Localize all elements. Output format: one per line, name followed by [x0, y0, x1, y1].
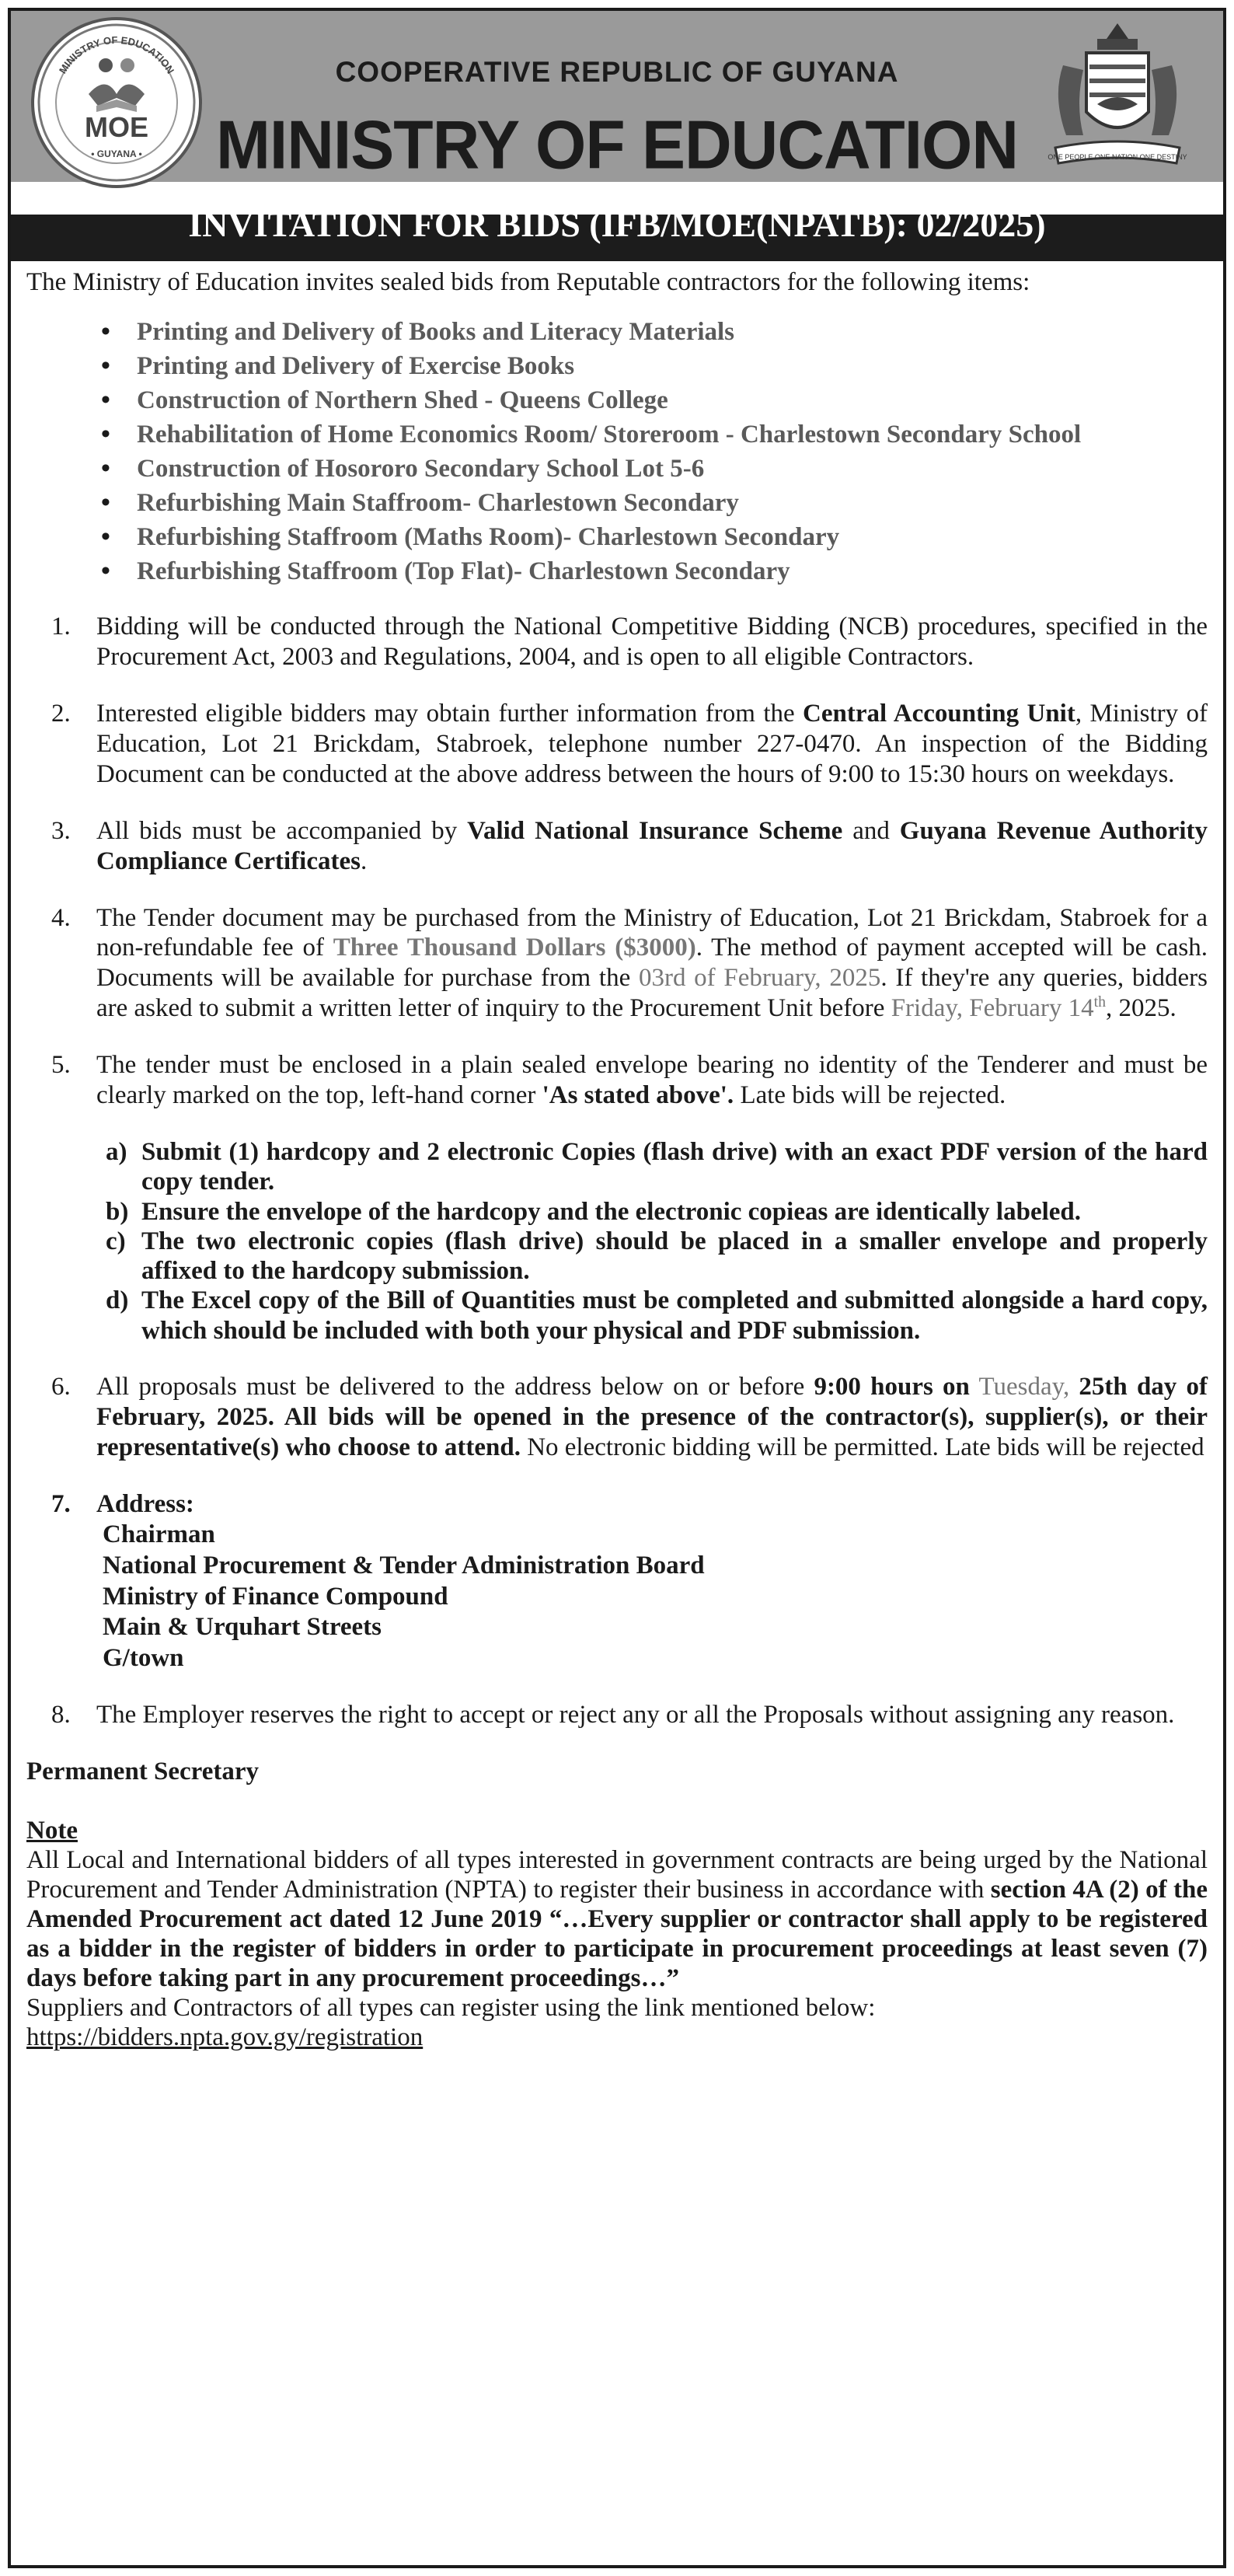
clauses-list — [26, 612, 1208, 1730]
note-body: All Local and International bidders of all types interested in government contracts are being urged by the National Procurement and Tender Administration (NPTA) to register their business in accordance with section 4A (2) of the Amended Procurement act dated 12 June 2019 “…Every supplier or contractor shall apply to be registered as a bidder in the register of bidders in order to participate in procurement proceedings at least seven (7) days before taking part in any procurement proceedings…” — [26, 1846, 1208, 1992]
list-item: • Rehabilitation of Home Economics Room/ Storeroom - Charlestown Secondary School — [101, 417, 1208, 452]
clause-number: 3. — [51, 816, 71, 845]
address-line: Main & Urquhart Streets — [103, 1613, 382, 1642]
clause-text: . The method of payment accepted will be cash. Documents will be available for purchase from the — [96, 934, 1208, 993]
address-line: National Procurement & Tender Administration Board — [103, 1551, 705, 1579]
clause-text: Late bids will be rejected. — [734, 1081, 1006, 1110]
note-register-text: Suppliers and Contractors of all types can register using the link mentioned below: — [26, 1993, 876, 2022]
clause-number: 2. — [51, 699, 71, 728]
list-item: • Printing and Delivery of Books and Literacy Materials — [101, 315, 1208, 349]
ifb-title: INVITATION FOR BIDS (IFB/MOE(NPATB): 02/2025) — [188, 204, 1046, 244]
tender-fee: Three Thousand Dollars ($3000) — [333, 934, 696, 962]
address-lines — [96, 1520, 1208, 1674]
registration-link[interactable]: https://bidders.npta.gov.gy/registration — [26, 2023, 424, 2051]
list-item: • Refurbishing Main Staffroom- Charlestown Secondary — [101, 486, 1208, 520]
clause-text: . If they're any queries, bidders are asked to submit a written letter of inquiry to the Procurement Unit before — [96, 964, 1208, 1023]
clause-5 — [26, 1050, 1208, 1346]
deadline-date: 25th day of February, 2025. All bids will be opened in the presence of the contractor(s), supplier(s), or their representative(s) who choose to attend. — [96, 1372, 1208, 1461]
clause-text: and — [842, 816, 900, 845]
gra-certificate: Guyana Revenue Authority Compliance Certificates — [96, 816, 1208, 875]
address-line: G/town — [103, 1643, 184, 1672]
clause-8 — [26, 1700, 1208, 1730]
clause-text: Interested eligible bidders may obtain further information from the — [96, 699, 803, 728]
svg-text:ONE PEOPLE ONE NATION ONE DEST: ONE PEOPLE ONE NATION ONE DESTINY — [1048, 153, 1187, 161]
svg-text:MOE: MOE — [84, 111, 149, 143]
sub-item: d) The Excel copy of the Bill of Quantities must be completed and submitted alongside a hard copy, which should be included with both your physical and PDF submission. — [106, 1286, 1208, 1345]
clause-text: All bids must be accompanied by — [96, 816, 468, 845]
list-item: • Refurbishing Staffroom (Maths Room)- Charlestown Secondary — [101, 520, 1208, 554]
deadline-weekday: Tuesday, — [969, 1372, 1070, 1401]
clause-text: The tender must be enclosed in a plain sealed envelope bearing no identity of the Tenderer and must be clearly marked on the top, left-hand corner — [96, 1051, 1208, 1110]
guyana-coat-of-arms — [1032, 19, 1203, 171]
availability-date: 03rd of February, 2025 — [638, 964, 881, 993]
address-line: Chairman — [103, 1520, 215, 1549]
list-item: • Printing and Delivery of Exercise Books — [101, 349, 1208, 383]
clause-6 — [26, 1372, 1208, 1463]
procurement-act-quote: section 4A (2) of the Amended Procurement act dated 12 June 2019 “…Every supplier or contractor shall apply to be registered as a bidder in the register of bidders in order to participate in procurement proceedings at least seven (7) days before taking part in any procurement proceedings…” — [26, 1876, 1208, 1992]
clause-number: 6. — [51, 1372, 71, 1401]
svg-text:MINISTRY OF EDUCATION: MINISTRY OF EDUCATION — [56, 33, 177, 76]
central-accounting-unit: Central Accounting Unit — [803, 699, 1075, 728]
sub-item: c) The two electronic copies (flash drive) should be placed in a smaller envelope and properly affixed to the hardcopy submission. — [106, 1227, 1208, 1286]
country-name: COOPERATIVE REPUBLIC OF GUYANA — [335, 56, 899, 88]
sub-item: b) Ensure the envelope of the hardcopy and the electronic copieas are identically labeled. — [106, 1197, 1082, 1226]
inquiry-deadline: Friday, February 14th — [891, 993, 1106, 1023]
as-stated-above: 'As stated above'. — [542, 1081, 734, 1110]
clause-text: , 2025. — [1105, 994, 1176, 1023]
items-list — [26, 315, 1208, 588]
note-section — [26, 1817, 1208, 2053]
clause-text: No electronic bidding will be permitted. Late bids will be rejected — [520, 1433, 1204, 1461]
clause-text: , Ministry of Education, Lot 21 Brickdam, Stabroek, telephone number 227-0470. An inspection of the Bidding Document can be conducted at the above address between the hours of 9:00 to 15:30 hours on weekdays. — [96, 699, 1208, 788]
clause-text: . — [360, 846, 368, 875]
note-title: Note — [26, 1817, 78, 1845]
ministry-name: MINISTRY OF EDUCATION — [215, 106, 1019, 183]
list-item: • Refurbishing Staffroom (Top Flat)- Charlestown Secondary — [101, 554, 1208, 588]
clause-number: 4. — [51, 903, 71, 932]
clause-text: All proposals must be delivered to the address below on or before — [96, 1372, 814, 1401]
clause-number: 1. — [51, 612, 71, 641]
nis-certificate: Valid National Insurance Scheme — [467, 816, 843, 845]
notice-body — [26, 267, 1208, 2053]
address-line: Ministry of Finance Compound — [103, 1582, 448, 1611]
svg-text:• GUYANA •: • GUYANA • — [91, 148, 142, 159]
clause-1 — [26, 612, 1208, 672]
sub-item: a) Submit (1) hardcopy and 2 electronic Copies (flash drive) with an exact PDF version of the hard copy tender. — [106, 1138, 1208, 1196]
deadline-time: 9:00 hours on — [814, 1372, 970, 1401]
address-label: Address: — [96, 1489, 194, 1518]
signature: Permanent Secretary — [26, 1757, 260, 1786]
clause-2 — [26, 699, 1208, 790]
clause-7-address — [26, 1489, 1208, 1674]
list-item: • Construction of Hosororo Secondary School Lot 5-6 — [101, 452, 1208, 486]
list-item: • Construction of Northern Shed - Queens College — [101, 383, 1208, 417]
clause-number: 8. — [51, 1701, 71, 1730]
clause-number: 7. — [51, 1489, 71, 1518]
submission-requirements — [96, 1137, 1208, 1346]
clause-text: The Tender document may be purchased from the Ministry of Education, Lot 21 Brickdam, Stabroek for a non-refundable fee of — [96, 903, 1208, 962]
clause-number: 5. — [51, 1051, 71, 1080]
intro-text: The Ministry of Education invites sealed bids from Reputable contractors for the following items: — [26, 268, 1030, 296]
clause-text: Bidding will be conducted through the National Competitive Bidding (NCB) procedures, specified in the Procurement Act, 2003 and Regulations, 2004, and is open to all eligible Contractors. — [96, 612, 1208, 671]
clause-3 — [26, 816, 1208, 877]
clause-4 — [26, 903, 1208, 1024]
clause-text: The Employer reserves the right to accept or reject any or all the Proposals without assigning any reason. — [96, 1701, 1175, 1730]
